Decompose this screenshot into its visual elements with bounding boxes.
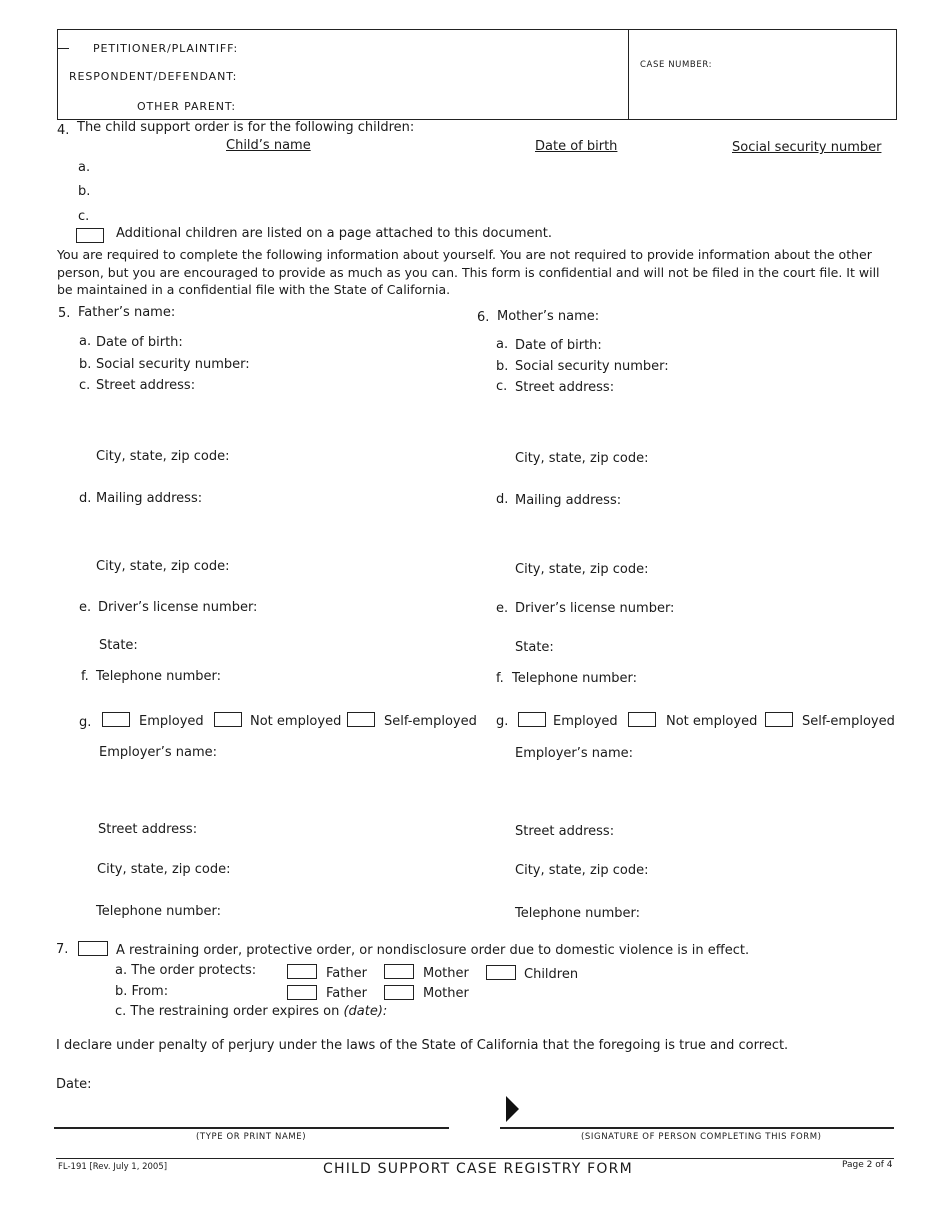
declaration-text: I declare under penalty of perjury under the laws of the State of California that the foregoing is true and correct. (56, 1038, 789, 1053)
mother-self-employed-checkbox[interactable] (765, 712, 793, 727)
item7-text: A restraining order, protective order, or nondisclosure order due to domestic violence is in effect. (116, 943, 750, 958)
father-dob-label: Date of birth: (96, 335, 183, 350)
additional-children-label: Additional children are listed on a page attached to this document. (116, 226, 552, 241)
additional-children-checkbox[interactable] (76, 228, 104, 243)
caption-divider (628, 29, 629, 120)
date-label: Date: (56, 1077, 92, 1092)
mother-self-employed-label: Self-employed (802, 714, 895, 729)
mother-street-label: Street address: (515, 380, 615, 395)
mother-state-label: State: (515, 640, 554, 655)
father-not-employed-label: Not employed (250, 714, 342, 729)
item4-text: The child support order is for the following children: (77, 120, 415, 135)
protects-father-label: Father (326, 966, 367, 981)
from-mother-checkbox[interactable] (384, 985, 414, 1000)
mother-mailing-city-label: City, state, zip code: (515, 562, 649, 577)
from-father-label: Father (326, 986, 367, 1001)
father-f-letter: f. (81, 669, 89, 684)
from-father-checkbox[interactable] (287, 985, 317, 1000)
mother-employed-label: Employed (553, 714, 618, 729)
mother-phone-label: Telephone number: (512, 671, 638, 686)
page-number: Page 2 of 4 (842, 1160, 893, 1170)
respondent-label: RESPONDENT/DEFENDANT: (69, 70, 238, 83)
item7-number: 7. (56, 942, 69, 957)
father-ssn-label: Social security number: (96, 357, 250, 372)
mother-employed-checkbox[interactable] (518, 712, 546, 727)
father-license-label: Driver’s license number: (98, 600, 258, 615)
child-row-a: a. (78, 160, 91, 175)
caption-tick (57, 48, 69, 49)
name-line[interactable] (54, 1127, 449, 1129)
protects-mother-checkbox[interactable] (384, 964, 414, 979)
form-id: FL-191 [Rev. July 1, 2005] (58, 1162, 168, 1172)
mother-license-label: Driver’s license number: (515, 601, 675, 616)
mother-employer-city-label: City, state, zip code: (515, 863, 649, 878)
mother-employer-name-label: Employer’s name: (515, 746, 634, 761)
col-child-name: Child’s name (226, 138, 311, 153)
item7-c-label: c. The restraining order expires on (115, 1004, 340, 1019)
mother-d-letter: d. (496, 492, 509, 507)
father-self-employed-checkbox[interactable] (347, 712, 375, 727)
restraining-order-checkbox[interactable] (78, 941, 108, 956)
item7-a-text: a. The order protects: (115, 963, 257, 978)
col-date-of-birth: Date of birth (535, 139, 618, 154)
father-state-label: State: (99, 638, 138, 653)
mother-c-letter: c. (496, 379, 508, 394)
item7-c-text (115, 1004, 387, 1019)
protects-father-checkbox[interactable] (287, 964, 317, 979)
father-mailing-label: Mailing address: (96, 491, 203, 506)
mother-a-letter: a. (496, 337, 509, 352)
mother-number: 6. (477, 310, 490, 325)
mother-not-employed-label: Not employed (666, 714, 758, 729)
father-employed-label: Employed (139, 714, 204, 729)
mother-g-letter: g. (496, 714, 509, 729)
father-employer-street-label: Street address: (98, 822, 198, 837)
item4-number: 4. (57, 123, 70, 138)
father-name-label: Father’s name: (78, 305, 176, 320)
child-row-b: b. (78, 184, 91, 199)
mother-employer-street-label: Street address: (515, 824, 615, 839)
signature-arrow-icon (506, 1096, 519, 1122)
confidential-notice: You are required to complete the following information about yourself. You are not required to provide information about the other person, but you are encouraged to provide as much as you can. This form is confidential and will not be filed in the court file. It will be maintained in a confidential file with the State of California. (57, 247, 880, 297)
petitioner-label: PETITIONER/PLAINTIFF: (93, 42, 239, 55)
mother-ssn-label: Social security number: (515, 359, 669, 374)
father-d-letter: d. (79, 491, 92, 506)
mother-f-letter: f. (496, 671, 504, 686)
mother-mailing-label: Mailing address: (515, 493, 622, 508)
father-employer-name-label: Employer’s name: (99, 745, 218, 760)
other-parent-label: OTHER PARENT: (137, 100, 236, 113)
mother-employer-phone-label: Telephone number: (515, 906, 641, 921)
father-c-letter: c. (79, 378, 91, 393)
protects-mother-label: Mother (423, 966, 469, 981)
name-caption: (TYPE OR PRINT NAME) (196, 1132, 307, 1142)
father-a-letter: a. (79, 334, 92, 349)
father-mailing-city-label: City, state, zip code: (96, 559, 230, 574)
father-not-employed-checkbox[interactable] (214, 712, 242, 727)
mother-b-letter: b. (496, 359, 509, 374)
item7-b-text: b. From: (115, 984, 169, 999)
case-number-label: CASE NUMBER: (640, 60, 713, 70)
father-employed-checkbox[interactable] (102, 712, 130, 727)
signature-line[interactable] (500, 1127, 894, 1129)
father-b-letter: b. (79, 357, 92, 372)
mother-city-label: City, state, zip code: (515, 451, 649, 466)
father-e-letter: e. (79, 600, 92, 615)
father-street-label: Street address: (96, 378, 196, 393)
child-row-c: c. (78, 209, 90, 224)
mother-name-label: Mother’s name: (497, 309, 600, 324)
father-number: 5. (58, 306, 71, 321)
protects-children-label: Children (524, 967, 579, 982)
father-phone-label: Telephone number: (96, 669, 222, 684)
col-ssn: Social security number (732, 140, 882, 155)
signature-caption: (SIGNATURE OF PERSON COMPLETING THIS FORM) (581, 1132, 822, 1142)
form-title: CHILD SUPPORT CASE REGISTRY FORM (323, 1161, 633, 1177)
father-g-letter: g. (79, 715, 92, 730)
father-employer-phone-label: Telephone number: (96, 904, 222, 919)
from-mother-label: Mother (423, 986, 469, 1001)
item7-c-date-label: (date): (343, 1004, 388, 1019)
father-city-label: City, state, zip code: (96, 449, 230, 464)
mother-e-letter: e. (496, 601, 509, 616)
mother-dob-label: Date of birth: (515, 338, 602, 353)
protects-children-checkbox[interactable] (486, 965, 516, 980)
father-employer-city-label: City, state, zip code: (97, 862, 231, 877)
mother-not-employed-checkbox[interactable] (628, 712, 656, 727)
father-self-employed-label: Self-employed (384, 714, 477, 729)
footer-rule (56, 1158, 894, 1159)
